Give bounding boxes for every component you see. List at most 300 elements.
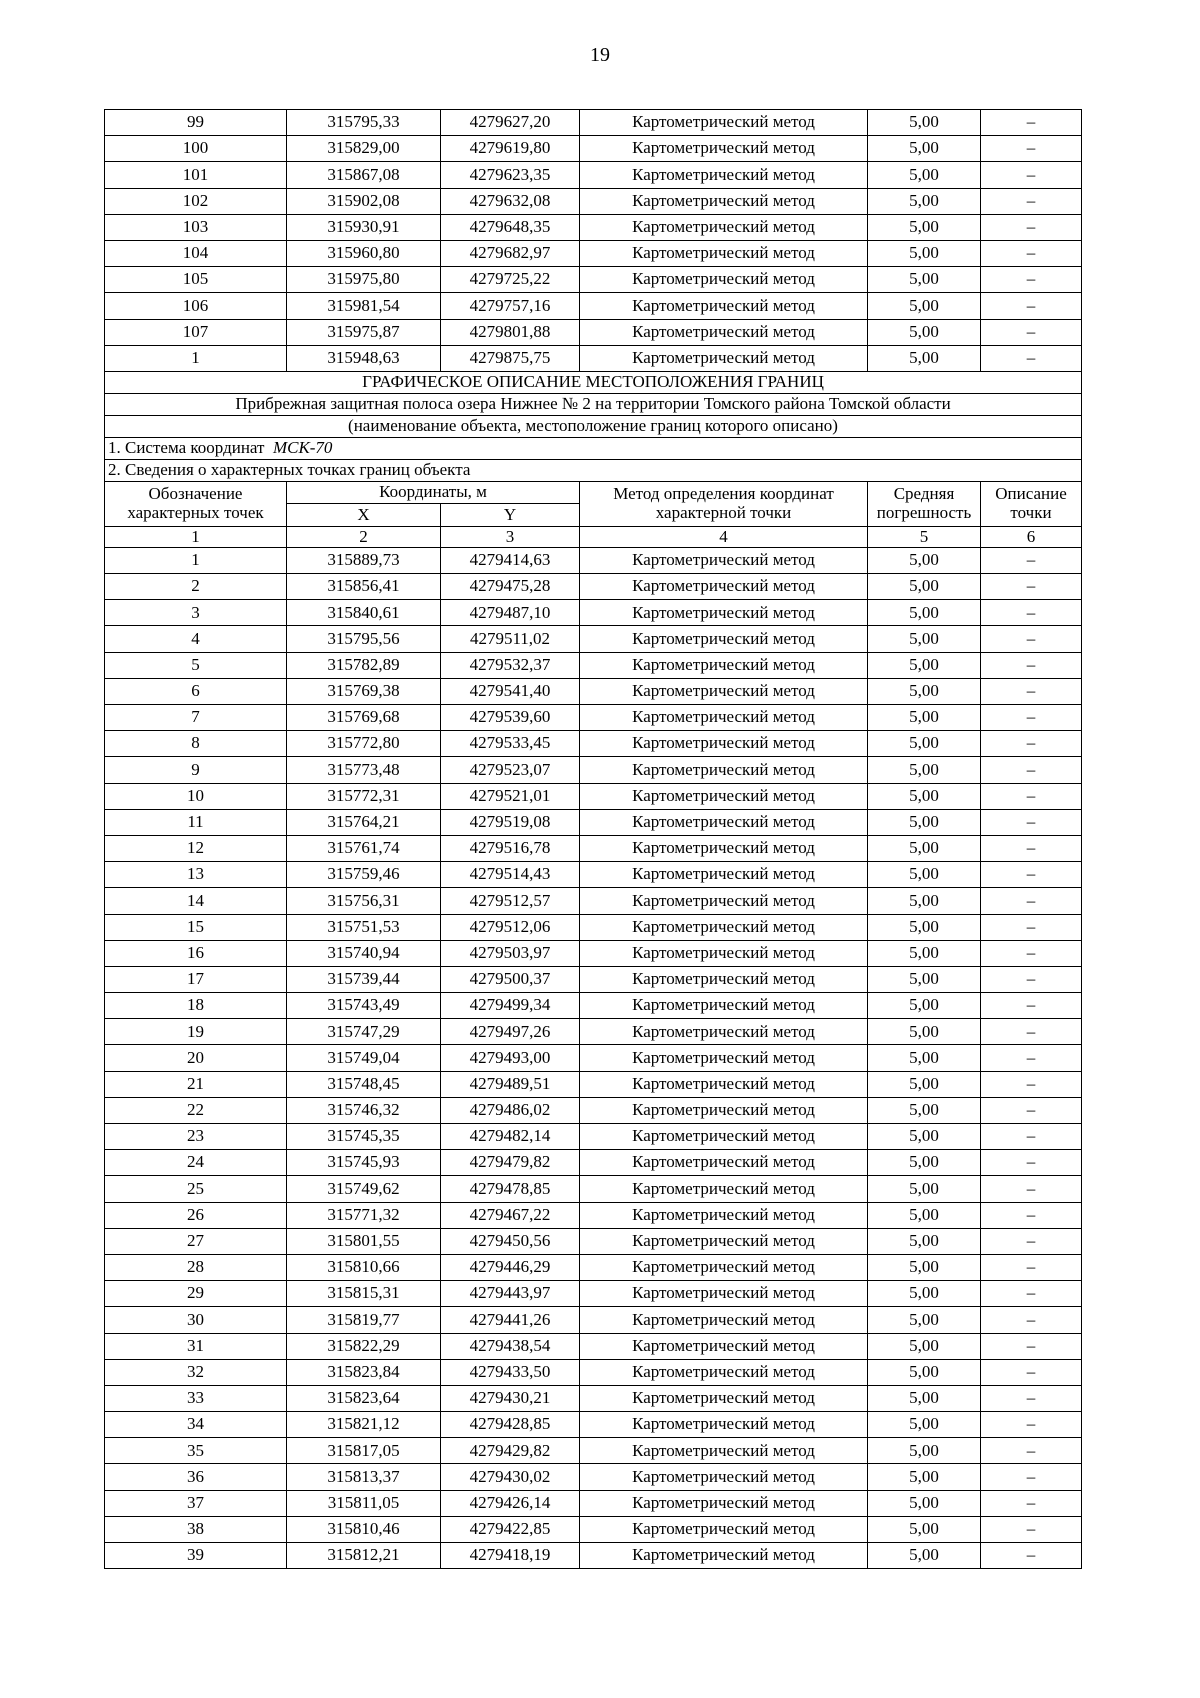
description-cell: –	[981, 1202, 1082, 1228]
coord-y: 4279499,34	[441, 993, 580, 1019]
coord-x: 315795,56	[287, 626, 441, 652]
method-cell: Картометрический метод	[580, 214, 868, 240]
method-cell: Картометрический метод	[580, 547, 868, 573]
description-cell: –	[981, 1333, 1082, 1359]
method-cell: Картометрический метод	[580, 1438, 868, 1464]
point-number: 26	[105, 1202, 287, 1228]
coord-y: 4279443,97	[441, 1281, 580, 1307]
method-cell: Картометрический метод	[580, 1516, 868, 1542]
point-number: 35	[105, 1438, 287, 1464]
description-cell: –	[981, 862, 1082, 888]
method-cell: Картометрический метод	[580, 1254, 868, 1280]
header-method: Метод определения координат характерной точки	[580, 481, 868, 526]
header-y: Y	[441, 504, 580, 527]
coord-x: 315867,08	[287, 162, 441, 188]
table-row	[105, 731, 1082, 757]
coord-x: 315743,49	[287, 993, 441, 1019]
table-row	[105, 1019, 1082, 1045]
previous-object-rows	[105, 110, 1082, 372]
description-cell: –	[981, 240, 1082, 266]
coord-y: 4279801,88	[441, 319, 580, 345]
coord-y: 4279467,22	[441, 1202, 580, 1228]
accuracy-cell: 5,00	[868, 345, 981, 371]
accuracy-cell: 5,00	[868, 1359, 981, 1385]
table-row	[105, 214, 1082, 240]
description-cell: –	[981, 1516, 1082, 1542]
coord-x: 315823,64	[287, 1385, 441, 1411]
accuracy-cell: 5,00	[868, 914, 981, 940]
coord-x: 315772,80	[287, 731, 441, 757]
coord-x: 315761,74	[287, 835, 441, 861]
accuracy-cell: 5,00	[868, 240, 981, 266]
table-row	[105, 267, 1082, 293]
table-row	[105, 1307, 1082, 1333]
method-cell: Картометрический метод	[580, 809, 868, 835]
description-cell: –	[981, 731, 1082, 757]
coord-y: 4279486,02	[441, 1097, 580, 1123]
description-cell: –	[981, 993, 1082, 1019]
accuracy-cell: 5,00	[868, 678, 981, 704]
method-cell: Картометрический метод	[580, 993, 868, 1019]
accuracy-cell: 5,00	[868, 1281, 981, 1307]
coord-y: 4279450,56	[441, 1228, 580, 1254]
description-cell: –	[981, 914, 1082, 940]
method-cell: Картометрический метод	[580, 1176, 868, 1202]
coord-x: 315769,38	[287, 678, 441, 704]
coord-x: 315773,48	[287, 757, 441, 783]
point-number: 103	[105, 214, 287, 240]
coord-y: 4279441,26	[441, 1307, 580, 1333]
accuracy-cell: 5,00	[868, 1019, 981, 1045]
point-number: 27	[105, 1228, 287, 1254]
description-cell: –	[981, 1385, 1082, 1411]
coord-x: 315829,00	[287, 136, 441, 162]
point-number: 37	[105, 1490, 287, 1516]
table-row	[105, 345, 1082, 371]
coord-x: 315813,37	[287, 1464, 441, 1490]
coord-y: 4279532,37	[441, 652, 580, 678]
accuracy-cell: 5,00	[868, 136, 981, 162]
accuracy-cell: 5,00	[868, 652, 981, 678]
point-number: 20	[105, 1045, 287, 1071]
column-number: 4	[580, 526, 868, 547]
accuracy-cell: 5,00	[868, 1202, 981, 1228]
accuracy-cell: 5,00	[868, 319, 981, 345]
accuracy-cell: 5,00	[868, 1385, 981, 1411]
description-cell: –	[981, 1438, 1082, 1464]
object-name: Прибрежная защитная полоса озера Нижнее № 2 на территории Томского района Томской области	[105, 393, 1082, 415]
point-number: 3	[105, 600, 287, 626]
method-cell: Картометрический метод	[580, 862, 868, 888]
table-row	[105, 783, 1082, 809]
point-number: 22	[105, 1097, 287, 1123]
coord-x: 315975,80	[287, 267, 441, 293]
point-number: 9	[105, 757, 287, 783]
coord-x: 315759,46	[287, 862, 441, 888]
column-number: 2	[287, 526, 441, 547]
table-row	[105, 1438, 1082, 1464]
coord-y: 4279519,08	[441, 809, 580, 835]
accuracy-cell: 5,00	[868, 1543, 981, 1569]
accuracy-cell: 5,00	[868, 214, 981, 240]
description-cell: –	[981, 1097, 1082, 1123]
point-number: 99	[105, 110, 287, 136]
point-number: 12	[105, 835, 287, 861]
header-coordinates: Координаты, м	[287, 481, 580, 504]
method-cell: Картометрический метод	[580, 1543, 868, 1569]
coord-x: 315817,05	[287, 1438, 441, 1464]
method-cell: Картометрический метод	[580, 757, 868, 783]
coord-x: 315747,29	[287, 1019, 441, 1045]
method-cell: Картометрический метод	[580, 1307, 868, 1333]
method-cell: Картометрический метод	[580, 914, 868, 940]
object-caption: (наименование объекта, местоположение границ которого описано)	[105, 415, 1082, 437]
coord-y: 4279682,97	[441, 240, 580, 266]
accuracy-cell: 5,00	[868, 940, 981, 966]
description-cell: –	[981, 1019, 1082, 1045]
table-row	[105, 1516, 1082, 1542]
accuracy-cell: 5,00	[868, 705, 981, 731]
header-accuracy: Средняя погрешность	[868, 481, 981, 526]
coord-y: 4279875,75	[441, 345, 580, 371]
point-number: 10	[105, 783, 287, 809]
table-row	[105, 1254, 1082, 1280]
method-cell: Картометрический метод	[580, 1097, 868, 1123]
description-cell: –	[981, 1412, 1082, 1438]
coord-x: 315795,33	[287, 110, 441, 136]
point-number: 24	[105, 1150, 287, 1176]
column-number: 5	[868, 526, 981, 547]
coord-x: 315769,68	[287, 705, 441, 731]
coord-y: 4279426,14	[441, 1490, 580, 1516]
accuracy-cell: 5,00	[868, 1071, 981, 1097]
coord-y: 4279623,35	[441, 162, 580, 188]
description-cell: –	[981, 1490, 1082, 1516]
coord-y: 4279418,19	[441, 1543, 580, 1569]
method-cell: Картометрический метод	[580, 783, 868, 809]
page-number: 19	[590, 44, 610, 66]
description-cell: –	[981, 652, 1082, 678]
coord-y: 4279430,21	[441, 1385, 580, 1411]
section-header	[105, 371, 1082, 547]
accuracy-cell: 5,00	[868, 1097, 981, 1123]
method-cell: Картометрический метод	[580, 267, 868, 293]
method-cell: Картометрический метод	[580, 162, 868, 188]
accuracy-cell: 5,00	[868, 162, 981, 188]
coord-y: 4279422,85	[441, 1516, 580, 1542]
table-row	[105, 1045, 1082, 1071]
point-number: 5	[105, 652, 287, 678]
accuracy-cell: 5,00	[868, 600, 981, 626]
point-number: 23	[105, 1124, 287, 1150]
method-cell: Картометрический метод	[580, 888, 868, 914]
description-cell: –	[981, 293, 1082, 319]
description-cell: –	[981, 1359, 1082, 1385]
coord-y: 4279516,78	[441, 835, 580, 861]
point-number: 25	[105, 1176, 287, 1202]
coord-x: 315975,87	[287, 319, 441, 345]
accuracy-cell: 5,00	[868, 626, 981, 652]
point-number: 32	[105, 1359, 287, 1385]
point-number: 29	[105, 1281, 287, 1307]
coord-x: 315748,45	[287, 1071, 441, 1097]
coord-y: 4279433,50	[441, 1359, 580, 1385]
coord-x: 315739,44	[287, 966, 441, 992]
table-row	[105, 705, 1082, 731]
table-row	[105, 1281, 1082, 1307]
description-cell: –	[981, 547, 1082, 573]
description-cell: –	[981, 1228, 1082, 1254]
method-cell: Картометрический метод	[580, 1385, 868, 1411]
point-number: 19	[105, 1019, 287, 1045]
accuracy-cell: 5,00	[868, 1176, 981, 1202]
coord-x: 315801,55	[287, 1228, 441, 1254]
method-cell: Картометрический метод	[580, 1412, 868, 1438]
coordinate-system-row	[105, 437, 1082, 459]
description-cell: –	[981, 1124, 1082, 1150]
coord-x: 315746,32	[287, 1097, 441, 1123]
description-cell: –	[981, 319, 1082, 345]
coord-y: 4279521,01	[441, 783, 580, 809]
coord-y: 4279514,43	[441, 862, 580, 888]
coordinates-table	[104, 109, 1082, 1569]
table-row	[105, 1464, 1082, 1490]
table-row	[105, 835, 1082, 861]
description-cell: –	[981, 267, 1082, 293]
coord-y: 4279503,97	[441, 940, 580, 966]
coord-y: 4279539,60	[441, 705, 580, 731]
accuracy-cell: 5,00	[868, 731, 981, 757]
coord-x: 315819,77	[287, 1307, 441, 1333]
point-number: 6	[105, 678, 287, 704]
coord-x: 315930,91	[287, 214, 441, 240]
coord-x: 315823,84	[287, 1359, 441, 1385]
table-row	[105, 1412, 1082, 1438]
coord-x: 315749,62	[287, 1176, 441, 1202]
table-row	[105, 940, 1082, 966]
table-row	[105, 1150, 1082, 1176]
column-number: 3	[441, 526, 580, 547]
point-number: 30	[105, 1307, 287, 1333]
coord-x: 315782,89	[287, 652, 441, 678]
accuracy-cell: 5,00	[868, 1045, 981, 1071]
table-row	[105, 862, 1082, 888]
point-number: 28	[105, 1254, 287, 1280]
table-row	[105, 1176, 1082, 1202]
coord-y: 4279632,08	[441, 188, 580, 214]
coord-y: 4279619,80	[441, 136, 580, 162]
description-cell: –	[981, 1254, 1082, 1280]
table-row	[105, 966, 1082, 992]
method-cell: Картометрический метод	[580, 1045, 868, 1071]
description-cell: –	[981, 888, 1082, 914]
coord-y: 4279757,16	[441, 293, 580, 319]
accuracy-cell: 5,00	[868, 1516, 981, 1542]
method-cell: Картометрический метод	[580, 600, 868, 626]
point-number: 15	[105, 914, 287, 940]
description-cell: –	[981, 966, 1082, 992]
description-cell: –	[981, 345, 1082, 371]
description-cell: –	[981, 162, 1082, 188]
method-cell: Картометрический метод	[580, 731, 868, 757]
coord-y: 4279429,82	[441, 1438, 580, 1464]
coord-x: 315948,63	[287, 345, 441, 371]
coord-x: 315756,31	[287, 888, 441, 914]
table-row	[105, 136, 1082, 162]
method-cell: Картометрический метод	[580, 1150, 868, 1176]
coord-y: 4279541,40	[441, 678, 580, 704]
accuracy-cell: 5,00	[868, 188, 981, 214]
accuracy-cell: 5,00	[868, 574, 981, 600]
accuracy-cell: 5,00	[868, 1333, 981, 1359]
table-row	[105, 600, 1082, 626]
accuracy-cell: 5,00	[868, 1124, 981, 1150]
coord-y: 4279414,63	[441, 547, 580, 573]
point-number: 104	[105, 240, 287, 266]
method-cell: Картометрический метод	[580, 1490, 868, 1516]
description-cell: –	[981, 1045, 1082, 1071]
point-number: 2	[105, 574, 287, 600]
point-number: 100	[105, 136, 287, 162]
table-row	[105, 626, 1082, 652]
table-row	[105, 574, 1082, 600]
coordinate-system-label: 1. Система координат	[108, 438, 265, 458]
method-cell: Картометрический метод	[580, 293, 868, 319]
description-cell: –	[981, 940, 1082, 966]
accuracy-cell: 5,00	[868, 835, 981, 861]
coord-x: 315772,31	[287, 783, 441, 809]
coord-y: 4279497,26	[441, 1019, 580, 1045]
table-row	[105, 1385, 1082, 1411]
description-cell: –	[981, 1150, 1082, 1176]
table-row	[105, 678, 1082, 704]
method-cell: Картометрический метод	[580, 1019, 868, 1045]
description-cell: –	[981, 1176, 1082, 1202]
method-cell: Картометрический метод	[580, 1333, 868, 1359]
accuracy-cell: 5,00	[868, 293, 981, 319]
point-number: 17	[105, 966, 287, 992]
coord-y: 4279428,85	[441, 1412, 580, 1438]
description-cell: –	[981, 110, 1082, 136]
point-number: 16	[105, 940, 287, 966]
accuracy-cell: 5,00	[868, 757, 981, 783]
coord-y: 4279478,85	[441, 1176, 580, 1202]
points-info: 2. Сведения о характерных точках границ объекта	[105, 459, 1082, 481]
coord-x: 315889,73	[287, 547, 441, 573]
accuracy-cell: 5,00	[868, 888, 981, 914]
description-cell: –	[981, 678, 1082, 704]
accuracy-cell: 5,00	[868, 1307, 981, 1333]
point-number: 14	[105, 888, 287, 914]
point-number: 21	[105, 1071, 287, 1097]
table-row	[105, 1333, 1082, 1359]
accuracy-cell: 5,00	[868, 966, 981, 992]
accuracy-cell: 5,00	[868, 547, 981, 573]
point-number: 4	[105, 626, 287, 652]
point-number: 7	[105, 705, 287, 731]
coord-x: 315764,21	[287, 809, 441, 835]
coord-y: 4279482,14	[441, 1124, 580, 1150]
method-cell: Картометрический метод	[580, 835, 868, 861]
description-cell: –	[981, 1281, 1082, 1307]
coord-x: 315856,41	[287, 574, 441, 600]
description-cell: –	[981, 835, 1082, 861]
coord-y: 4279487,10	[441, 600, 580, 626]
table-row	[105, 993, 1082, 1019]
coord-y: 4279533,45	[441, 731, 580, 757]
accuracy-cell: 5,00	[868, 1438, 981, 1464]
method-cell: Картометрический метод	[580, 1124, 868, 1150]
method-cell: Картометрический метод	[580, 1071, 868, 1097]
description-cell: –	[981, 705, 1082, 731]
point-number: 102	[105, 188, 287, 214]
table-row	[105, 757, 1082, 783]
coord-x: 315810,46	[287, 1516, 441, 1542]
coord-y: 4279475,28	[441, 574, 580, 600]
coord-y: 4279523,07	[441, 757, 580, 783]
accuracy-cell: 5,00	[868, 809, 981, 835]
method-cell: Картометрический метод	[580, 1464, 868, 1490]
table-row	[105, 1202, 1082, 1228]
point-number: 13	[105, 862, 287, 888]
table-row	[105, 1359, 1082, 1385]
accuracy-cell: 5,00	[868, 783, 981, 809]
point-rows	[105, 547, 1082, 1568]
coord-y: 4279489,51	[441, 1071, 580, 1097]
point-number: 107	[105, 319, 287, 345]
coord-x: 315840,61	[287, 600, 441, 626]
table-row	[105, 888, 1082, 914]
coord-y: 4279438,54	[441, 1333, 580, 1359]
coord-x: 315960,80	[287, 240, 441, 266]
coord-x: 315812,21	[287, 1543, 441, 1569]
column-number: 6	[981, 526, 1082, 547]
header-description: Описание точки	[981, 481, 1082, 526]
table-row	[105, 1071, 1082, 1097]
description-cell: –	[981, 783, 1082, 809]
accuracy-cell: 5,00	[868, 993, 981, 1019]
coord-y: 4279648,35	[441, 214, 580, 240]
description-cell: –	[981, 1543, 1082, 1569]
description-cell: –	[981, 757, 1082, 783]
point-number: 38	[105, 1516, 287, 1542]
section-title: ГРАФИЧЕСКОЕ ОПИСАНИЕ МЕСТОПОЛОЖЕНИЯ ГРАНИЦ	[105, 371, 1082, 393]
accuracy-cell: 5,00	[868, 1412, 981, 1438]
accuracy-cell: 5,00	[868, 110, 981, 136]
method-cell: Картометрический метод	[580, 966, 868, 992]
coord-y: 4279511,02	[441, 626, 580, 652]
coord-x: 315902,08	[287, 188, 441, 214]
point-number: 11	[105, 809, 287, 835]
coord-x: 315811,05	[287, 1490, 441, 1516]
coord-x: 315821,12	[287, 1412, 441, 1438]
point-number: 31	[105, 1333, 287, 1359]
point-number: 105	[105, 267, 287, 293]
coord-y: 4279512,57	[441, 888, 580, 914]
coord-y: 4279512,06	[441, 914, 580, 940]
table-row	[105, 652, 1082, 678]
method-cell: Картометрический метод	[580, 188, 868, 214]
description-cell: –	[981, 214, 1082, 240]
coord-x: 315745,93	[287, 1150, 441, 1176]
coord-x: 315745,35	[287, 1124, 441, 1150]
coord-x: 315749,04	[287, 1045, 441, 1071]
method-cell: Картометрический метод	[580, 1202, 868, 1228]
method-cell: Картометрический метод	[580, 1228, 868, 1254]
table-row	[105, 1543, 1082, 1569]
method-cell: Картометрический метод	[580, 136, 868, 162]
point-number: 34	[105, 1412, 287, 1438]
